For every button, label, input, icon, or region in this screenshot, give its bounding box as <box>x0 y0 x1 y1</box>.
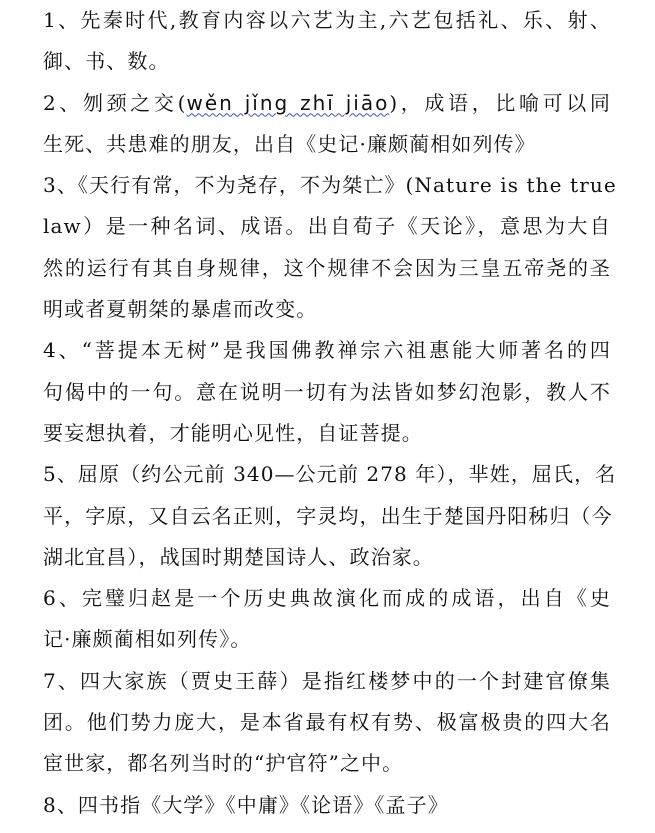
text-line: 5、屈原（约公元前 340—公元前 278 年），芈姓，屈氏，名 <box>43 462 617 487</box>
text-line: 3、《天行有常，不为尧存，不为桀亡》(Nature is the true <box>43 173 617 198</box>
text-line: 御、书、数。 <box>43 49 170 74</box>
text-line: 湖北宜昌），战国时期楚国诗人、政治家。 <box>43 544 434 569</box>
list-item-5 <box>43 454 617 578</box>
text-line: 4、“菩提本无树”是我国佛教禅宗六祖惠能大师著名的四 <box>43 338 611 363</box>
text-line: 7、四大家族（贾史王薛）是指红楼梦中的一个封建官僚集 <box>43 668 611 693</box>
pinyin-annotation: wěn jǐng zhī jiāo <box>186 90 390 115</box>
list-item-3 <box>43 165 617 330</box>
text-line: 要妄想执着，才能明心见性，自证菩提。 <box>43 420 423 445</box>
text-line <box>43 83 611 124</box>
text-segment: 2、刎颈之交( <box>43 90 187 115</box>
text-line: 句偈中的一句。意在说明一切有为法皆如梦幻泡影，教人不 <box>43 379 611 404</box>
text-line: 1、先秦时代,教育内容以六艺为主,六艺包括礼、乐、射、 <box>43 8 611 32</box>
text-line: 8、四书指《大学》《中庸》《论语》《孟子》 <box>43 792 449 817</box>
list-item-8 <box>43 785 611 826</box>
text-line: 团。他们势力庞大，是本省最有权有势、极富极贵的四大名 <box>43 710 611 735</box>
list-item-2 <box>43 83 611 166</box>
text-line: 宦世家，都名列当时的“护官符”之中。 <box>43 751 404 776</box>
text-line: 然的运行有其自身规律，这个规律不会因为三皇五帝尧的圣 <box>43 255 611 280</box>
text-line: 记·廉颇蔺相如列传》。 <box>43 627 252 652</box>
text-segment: )，成语，比喻可以同 <box>389 90 611 115</box>
list-item-4 <box>43 330 611 454</box>
text-line: 生死、共患难的朋友，出自《史记·廉颇蔺相如列传》 <box>43 131 536 156</box>
list-item-6 <box>43 578 611 661</box>
list-item-1 <box>43 0 611 83</box>
list-item-7 <box>43 661 611 785</box>
text-line: law）是一种名词、成语。出自荀子《天论》，意思为大自 <box>43 214 611 239</box>
text-line: 平，字原，又自云名正则，字灵均，出生于楚国丹阳秭归（今 <box>43 503 613 528</box>
text-line: 明或者夏朝桀的暴虐而改变。 <box>43 297 318 322</box>
text-line: 6、完璧归赵是一个历史典故演化而成的成语，出自《史 <box>43 586 611 611</box>
